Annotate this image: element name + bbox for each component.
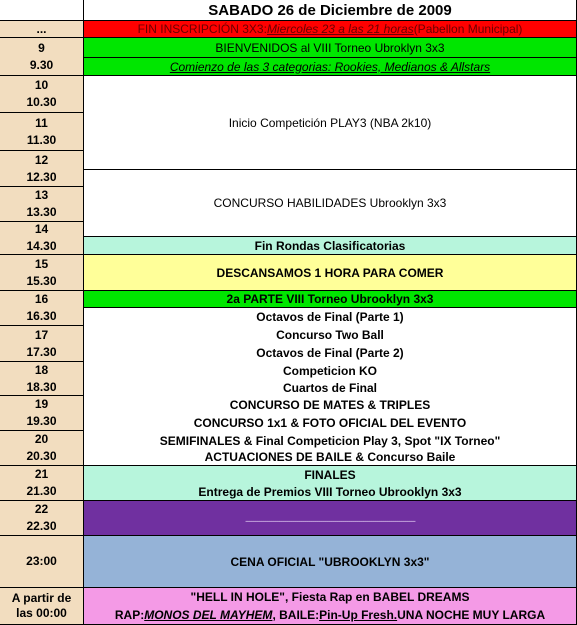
event-octavos-2: Octavos de Final (Parte 2): [84, 344, 577, 362]
time-label: 23:00: [26, 554, 57, 569]
time-label: 14.30: [26, 239, 57, 253]
time-cell: [0, 113, 84, 151]
time-cell: [0, 431, 84, 466]
time-label: 11.30: [26, 132, 57, 147]
time-cell: [0, 326, 84, 362]
dashed-line: -------------------------------------------------------------------------------------: [245, 515, 415, 526]
time-cell-ellipsis: ...: [0, 21, 84, 38]
event-rap: [84, 605, 577, 625]
time-cell: [0, 536, 84, 588]
time-label: 19: [34, 397, 49, 412]
event-two-ball: Concurso Two Ball: [84, 326, 577, 344]
time-label: 12.30: [26, 169, 57, 184]
time-label: 16: [34, 292, 49, 307]
time-label: 15.30: [26, 273, 57, 288]
event-bienvenidos: BIENVENIDOS al VIII Torneo Ubroklyn 3x3: [84, 38, 577, 58]
event-cena: CENA OFICIAL "UBROOKLYN 3x3": [84, 536, 577, 588]
event-premios: Entrega de Premios VIII Torneo Ubrooklyn 3x3: [84, 483, 577, 501]
night-text: UNA NOCHE MUY LARGA: [397, 607, 546, 622]
time-label: 14: [34, 222, 49, 237]
banner-text-3: (Pabellon Municipal): [413, 22, 523, 36]
registration-banner: [84, 21, 577, 38]
time-label: 11: [35, 115, 48, 130]
event-mates: CONCURSO DE MATES & TRIPLES: [84, 396, 577, 414]
time-label: 22: [34, 502, 49, 517]
time-label: 20.30: [26, 449, 57, 463]
banner-text-2: Miercoles 23 a las 21 horas: [266, 22, 414, 36]
event-play3: Inicio Competición PLAY3 (NBA 2k10): [84, 76, 577, 170]
event-cuartos: Cuartos de Final: [84, 379, 577, 396]
event-purple-block: [84, 501, 577, 536]
time-cell: [0, 222, 84, 255]
time-label: 17.30: [26, 344, 57, 359]
event-ko: Competicion KO: [84, 362, 577, 379]
time-after-line-1: A partir de: [11, 591, 72, 605]
page-title: SABADO 26 de Diciembre de 2009: [84, 0, 577, 21]
time-cell: [0, 362, 84, 396]
event-fiesta: "HELL IN HOLE", Fiesta Rap en BABEL DREAMS: [84, 588, 577, 605]
time-label: 16.30: [26, 309, 57, 323]
event-octavos-1: Octavos de Final (Parte 1): [84, 308, 577, 326]
time-label: 22.30: [26, 519, 57, 533]
event-parte2: 2a PARTE VIII Torneo Ubrooklyn 3x3: [84, 291, 577, 308]
time-label: 18.30: [26, 379, 57, 394]
rap-group: MONOS DEL MAYHEM: [144, 607, 273, 622]
baile-label: , BAILE:: [272, 607, 320, 622]
time-label: 10.30: [26, 95, 57, 109]
time-cell: [0, 38, 84, 76]
time-after-line-2: las 00:00: [16, 606, 67, 620]
time-cell: [0, 466, 84, 501]
time-label: 18: [34, 362, 49, 377]
banner-text-1: FIN INSCRIPCIÓN 3X3:: [137, 22, 267, 36]
baile-group: Pin-Up Fresh.: [319, 607, 398, 622]
event-baile: ACTUACIONES DE BAILE & Concurso Baile: [84, 449, 577, 466]
event-foto: CONCURSO 1x1 & FOTO OFICIAL DEL EVENTO: [84, 414, 577, 432]
event-semis: SEMIFINALES & Final Competicion Play 3, Spot "IX Torneo": [84, 432, 577, 449]
time-cell: [0, 187, 84, 222]
time-cell: [0, 76, 84, 113]
time-label: 20: [34, 432, 49, 447]
event-fin-rondas: Fin Rondas Clasificatorias: [84, 237, 577, 255]
time-label: 12: [34, 152, 49, 167]
time-label: 13: [34, 188, 49, 203]
header-empty-cell: [0, 0, 84, 21]
time-cell-after-midnight: [0, 588, 84, 625]
time-label: 17: [34, 327, 49, 342]
time-label: 21.30: [26, 484, 57, 498]
time-cell: [0, 501, 84, 536]
time-label: 9: [38, 40, 45, 55]
time-label: 13.30: [26, 205, 57, 219]
time-cell: [0, 151, 84, 187]
time-cell: [0, 396, 84, 431]
time-label: 10: [34, 78, 49, 93]
time-label: 15: [34, 256, 49, 271]
time-label: 19.30: [26, 414, 57, 428]
rap-label: RAP:: [114, 607, 145, 622]
event-finales: FINALES: [84, 466, 577, 483]
event-categorias: Comienzo de las 3 categorias: Rookies, Medianos & Allstars: [84, 58, 577, 76]
time-label: 21: [34, 467, 49, 482]
time-label: 9.30: [29, 57, 54, 72]
event-descanso: DESCANSAMOS 1 HORA PARA COMER: [84, 255, 577, 291]
event-habilidades: CONCURSO HABILIDADES Ubrooklyn 3x3: [84, 170, 577, 237]
time-cell: [0, 255, 84, 291]
time-cell: [0, 291, 84, 326]
